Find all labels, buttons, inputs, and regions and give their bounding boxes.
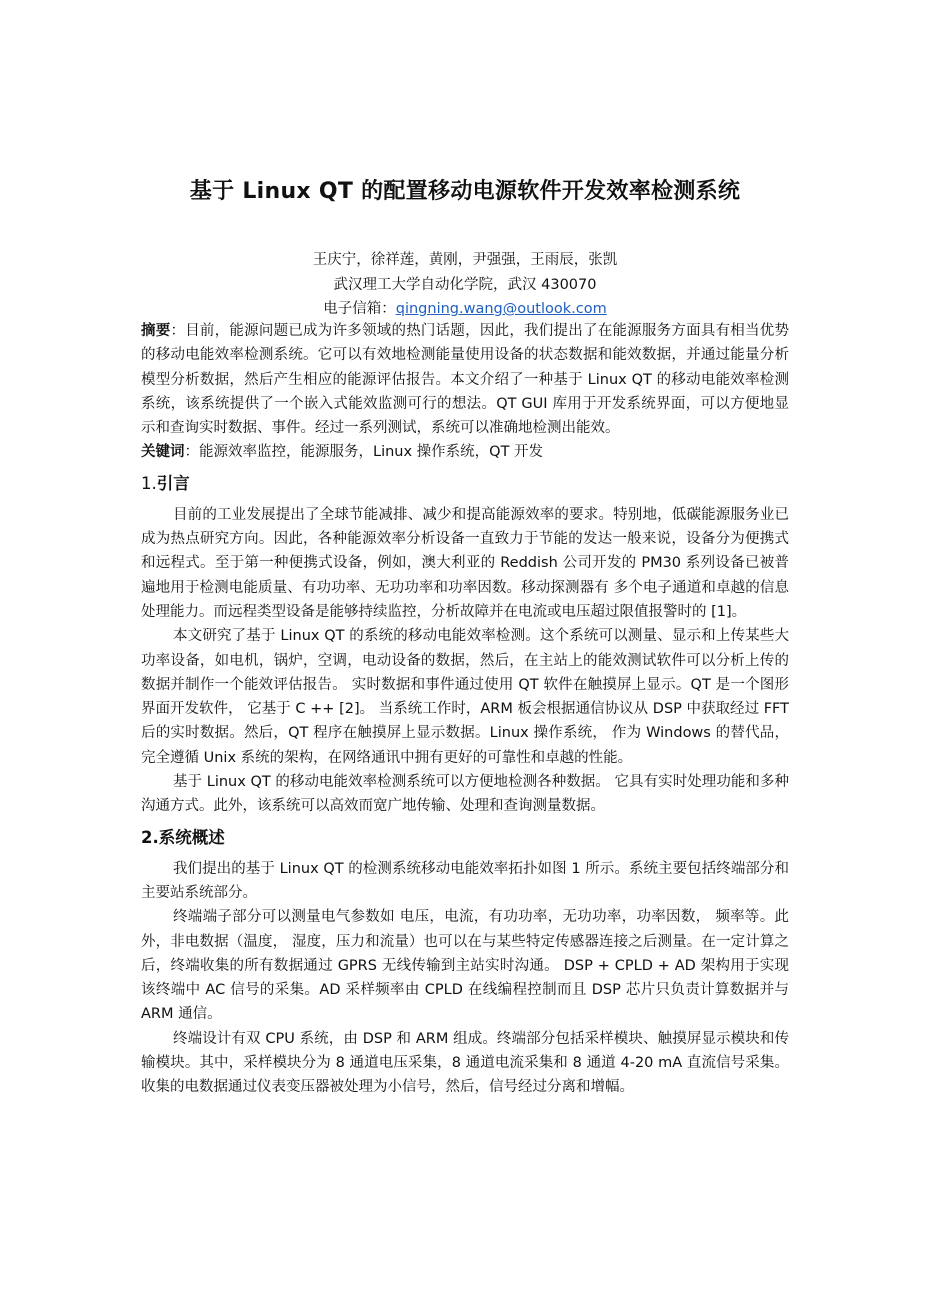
abstract-label: 摘要 [141, 323, 171, 339]
paper-title: 基于 Linux QT 的配置移动电源软件开发效率检测系统 [189, 179, 741, 204]
section-2-paragraph-1: 我们提出的基于 Linux QT 的检测系统移动电能效率拓扑如图 1 所示。系统主要包括终端部分和主要站系统部分。 [141, 860, 789, 901]
keywords-label: 关键词 [141, 444, 185, 461]
section-1-heading [141, 471, 789, 497]
section-2-paragraph-3: 终端设计有双 CPU 系统，由 DSP 和 ARM 组成。终端部分包括采样模块、触摸屏显示模块和传输模块。其中，采样模块分为 8 通道电压采集，8 通道电流采集和 8 通道 4-20 mA 直流信号采集。收集的电数据通过仪表变压器被处理为小信号，然后，信号经过分离和增幅。 [141, 1030, 789, 1096]
section-1-title: 引言 [156, 473, 190, 493]
email-link[interactable]: qingning.wang@outlook.com [395, 301, 607, 317]
author-block [141, 248, 789, 322]
abstract-text: ：目前，能源问题已成为许多领域的热门话题，因此，我们提出了在能源服务方面具有相当优势的移动电能效率检测系统。它可以有效地检测能量使用设备的状态数据和能效数据，并通过能量分析模型分析数据，然后产生相应的能源评估报告。本文介绍了一种基于 Linux QT 的移动电能效率检测系统，该系统提供了一个嵌入式能效监测可行的想法。QT GUI 库用于开发系统界面，可以方便地显示和查询实时数据、事件。经过一系列测试，系统可以准确地检测出能效。 [141, 323, 789, 437]
section-1-paragraph-3: 基于 Linux QT 的移动电能效率检测系统可以方便地检测各种数据。 它具有实时处理功能和多种沟通方式。此外，该系统可以高效而宽广地传输、处理和查询测量数据。 [141, 774, 789, 815]
section-1-paragraph-2: 本文研究了基于 Linux QT 的系统的移动电能效率检测。这个系统可以测量、显示和上传某些大功率设备，如电机，锅炉，空调，电动设备的数据，然后，在主站上的能效测试软件可以分析上传的数据并制作一个能效评估报告。 实时数据和事件通过使用 QT 软件在触摸屏上显示。QT 是一个图形界面开发软件， 它基于 C ++ [2]。 当系统工作时，ARM 板会根据通信协议从 DSP 中获取经过 FFT 后的实时数据。然后，QT 程序在触摸屏上显示数据。Linux 操作系统， 作为 Windows 的替代品， 完全遵循 Unix 系统的架构，在网络通讯中拥有更好的可靠性和卓越的性能。 [141, 628, 789, 766]
keywords [141, 440, 789, 464]
section-1-paragraph-1: 目前的工业发展提出了全球节能减排、减少和提高能源效率的要求。特别地，低碳能源服务业已成为热点研究方向。因此，各种能源效率分析设备一直致力于节能的发达一般来说，设备分为便携式和远程式。至于第一种便携式设备，例如，澳大利亚的 Reddish 公司开发的 PM30 系列设备已被普遍地用于检测电能质量、有功功率、无功功率和功率因数。移动探测器有 多个电子通道和卓越的信息处理能力。而远程类型设备是能够持续监控，分析故障并在电流或电压超过限值报警时的 [1]。 [141, 506, 789, 620]
affiliation: 武汉理工大学自动化学院，武汉 430070 [333, 276, 597, 293]
abstract [141, 319, 789, 440]
paper-body [141, 319, 789, 1100]
section-2-paragraph-2: 终端端子部分可以测量电气参数如 电压，电流，有功功率，无功功率，功率因数， 频率等。此外，非电数据（温度， 湿度，压力和流量）也可以在与某些特定传感器连接之后测量。在一定计算之后，终端收集的所有数据通过 GPRS 无线传输到主站实时沟通。 DSP + CPLD + AD 架构用于实现该终端中 AC 信号的采集。AD 采样频率由 CPLD 在线编程控制而且 DSP 芯片只负责计算数据并与 ARM 通信。 [141, 909, 789, 1023]
keywords-text: ：能源效率监控，能源服务，Linux 操作系统，QT 开发 [184, 444, 544, 461]
author-list: 王庆宁，徐祥莲，黄刚，尹强强，王雨辰，张凯 [312, 252, 618, 268]
email-line [141, 297, 789, 322]
section-1-number: 1. [141, 473, 157, 493]
email-label: 电子信箱： [323, 301, 396, 317]
section-2-heading: 2.系统概述 [141, 827, 225, 847]
